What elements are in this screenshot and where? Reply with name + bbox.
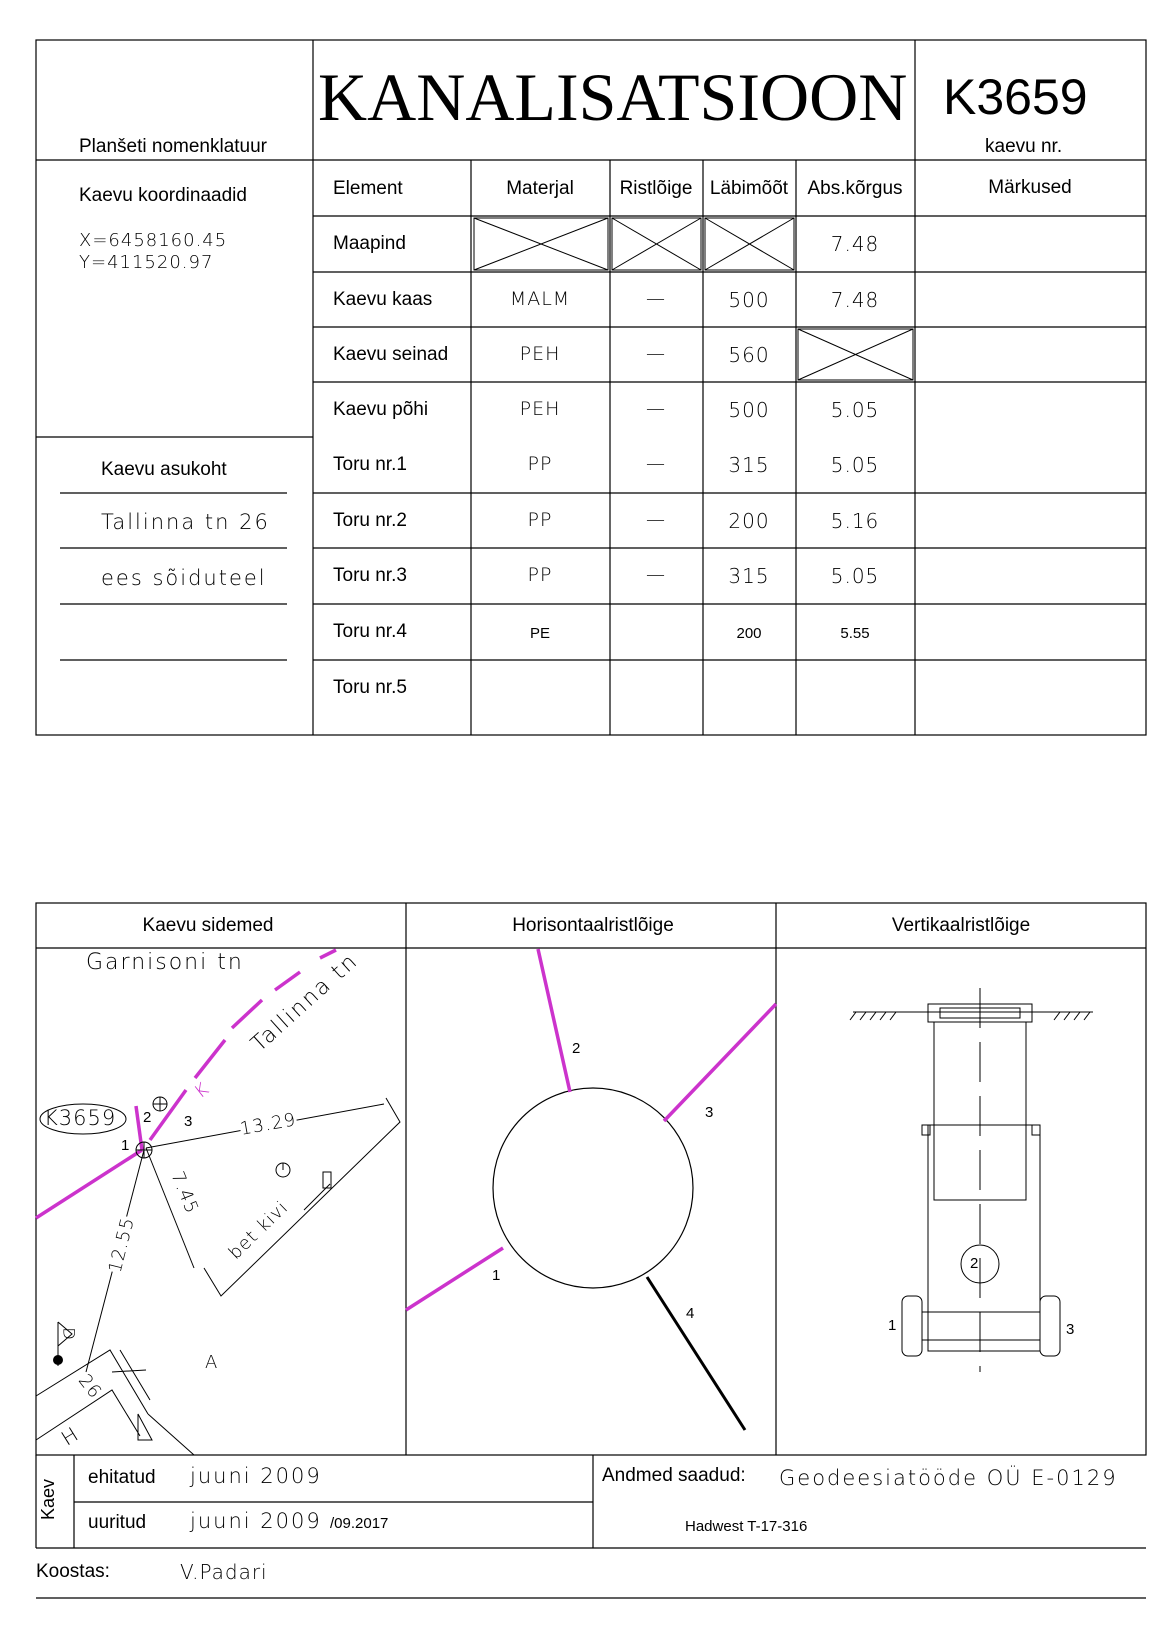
panel-title-vertical: Vertikaalristlõige <box>891 915 1031 936</box>
cell-elevation: 7.48 <box>830 232 880 256</box>
cell-elevation: 5.05 <box>830 564 880 588</box>
cell-element: Kaevu seinad <box>333 344 449 365</box>
coords-label: Kaevu koordinaadid <box>79 185 247 206</box>
map-pipe-1: 1 <box>121 1137 130 1154</box>
location-label: Kaevu asukoht <box>101 459 227 480</box>
coord-x: X=6458160.45 <box>79 230 228 251</box>
street-garnisoni: Garnisoni tn <box>86 950 244 975</box>
coord-y: Y=411520.97 <box>79 252 214 273</box>
cell-material: MALM <box>509 288 571 310</box>
header-element: Element <box>333 178 403 199</box>
sheet-label: Planšeti nomenklatuur <box>79 136 267 157</box>
cell-diameter: 315 <box>728 453 770 477</box>
cell-material: PEH <box>519 343 561 365</box>
built-value: juuni 2009 <box>190 1464 322 1488</box>
cell-diameter: 500 <box>728 398 770 422</box>
cell-element: Toru nr.5 <box>333 677 407 698</box>
cell-elevation: 5.55 <box>840 625 870 642</box>
horizontal-section <box>406 949 776 1430</box>
horizontal-pipe-4: 4 <box>686 1305 695 1322</box>
document-title: KANALISATSIOON <box>318 59 908 135</box>
cell-section: — <box>646 398 666 420</box>
footer-side-label: Kaev <box>38 1478 58 1520</box>
author-value: V.Padari <box>180 1560 268 1584</box>
header-notes: Märkused <box>988 177 1072 198</box>
cell-element: Kaevu kaas <box>333 289 433 310</box>
horizontal-pipe-1: 1 <box>492 1267 501 1284</box>
author-label: Koostas: <box>36 1561 110 1582</box>
cell-element: Toru nr.2 <box>333 510 407 531</box>
vertical-pipe-3: 3 <box>1066 1321 1075 1338</box>
cell-elevation: 7.48 <box>830 288 880 312</box>
cell-section: — <box>646 288 666 310</box>
dimension-13-29: 13.29 <box>238 1109 298 1140</box>
cell-section: — <box>646 564 666 586</box>
map-label-d: D <box>59 1327 79 1341</box>
dimension-7-45: 7.45 <box>166 1168 203 1218</box>
cell-diameter: 315 <box>728 564 770 588</box>
cell-element: Toru nr.4 <box>333 621 407 642</box>
street-tallinna: Tallinna tn <box>246 948 364 1058</box>
cell-material: PE <box>529 625 551 642</box>
map-pipe-2: 2 <box>143 1109 152 1126</box>
cell-section: — <box>646 343 666 365</box>
cell-material: PP <box>527 453 553 475</box>
surveyed-label: uuritud <box>88 1512 147 1533</box>
header-material: Materjal <box>506 178 574 199</box>
house-number: 26 <box>73 1370 106 1403</box>
cell-element: Toru nr.3 <box>333 565 407 586</box>
map-pipe-3: 3 <box>184 1113 193 1130</box>
pipe-k-label: K <box>190 1078 214 1103</box>
vertical-pipe-2: 2 <box>970 1255 979 1272</box>
cell-diameter: 500 <box>728 288 770 312</box>
cell-material: PEH <box>519 398 561 420</box>
location-line1: Tallinna tn 26 <box>101 510 270 534</box>
data-source-label: Andmed saadud: <box>602 1465 746 1486</box>
map-well-label: K3659 <box>44 1106 117 1130</box>
well-number-label: kaevu nr. <box>985 136 1063 157</box>
header-section: Ristlõige <box>619 178 693 199</box>
cell-section: — <box>646 453 666 475</box>
panel-title-horizontal: Horisontaalristlõige <box>512 915 674 936</box>
header-elevation: Abs.kõrgus <box>807 178 903 199</box>
map-label-h: H <box>56 1421 84 1451</box>
cell-diameter: 200 <box>728 509 770 533</box>
horizontal-pipe-3: 3 <box>705 1104 714 1121</box>
cell-section: — <box>646 509 666 531</box>
cell-elevation: 5.05 <box>830 453 880 477</box>
well-number: K3659 <box>943 69 1088 125</box>
cell-diameter: 200 <box>736 625 762 642</box>
cell-elevation: 5.05 <box>830 398 880 422</box>
data-source-value: Geodeesiatööde OÜ E-0129 <box>779 1466 1118 1490</box>
vertical-section <box>850 988 1093 1372</box>
cell-element: Toru nr.1 <box>333 454 407 475</box>
cell-diameter: 560 <box>728 343 770 367</box>
built-label: ehitatud <box>88 1467 156 1488</box>
location-line2: ees sõiduteel <box>101 566 267 590</box>
surveyed-value: juuni 2009 <box>190 1509 322 1533</box>
cell-material: PP <box>527 564 553 586</box>
map-label-a: A <box>205 1352 219 1373</box>
surveyed-extra: /09.2017 <box>330 1515 389 1532</box>
cell-elevation: 5.16 <box>830 509 880 533</box>
cell-material: PP <box>527 509 553 531</box>
horizontal-pipe-2: 2 <box>572 1040 581 1057</box>
cell-element: Maapind <box>333 233 406 254</box>
kerb-label: bet kivi <box>224 1196 293 1264</box>
data-source-extra: Hadwest T-17-316 <box>685 1518 808 1535</box>
header-diameter: Läbimõõt <box>709 178 789 199</box>
dimension-12-55: 12.55 <box>104 1214 139 1275</box>
cell-element: Kaevu põhi <box>333 399 429 420</box>
panel-title-links: Kaevu sidemed <box>142 915 274 936</box>
vertical-pipe-1: 1 <box>888 1317 897 1334</box>
